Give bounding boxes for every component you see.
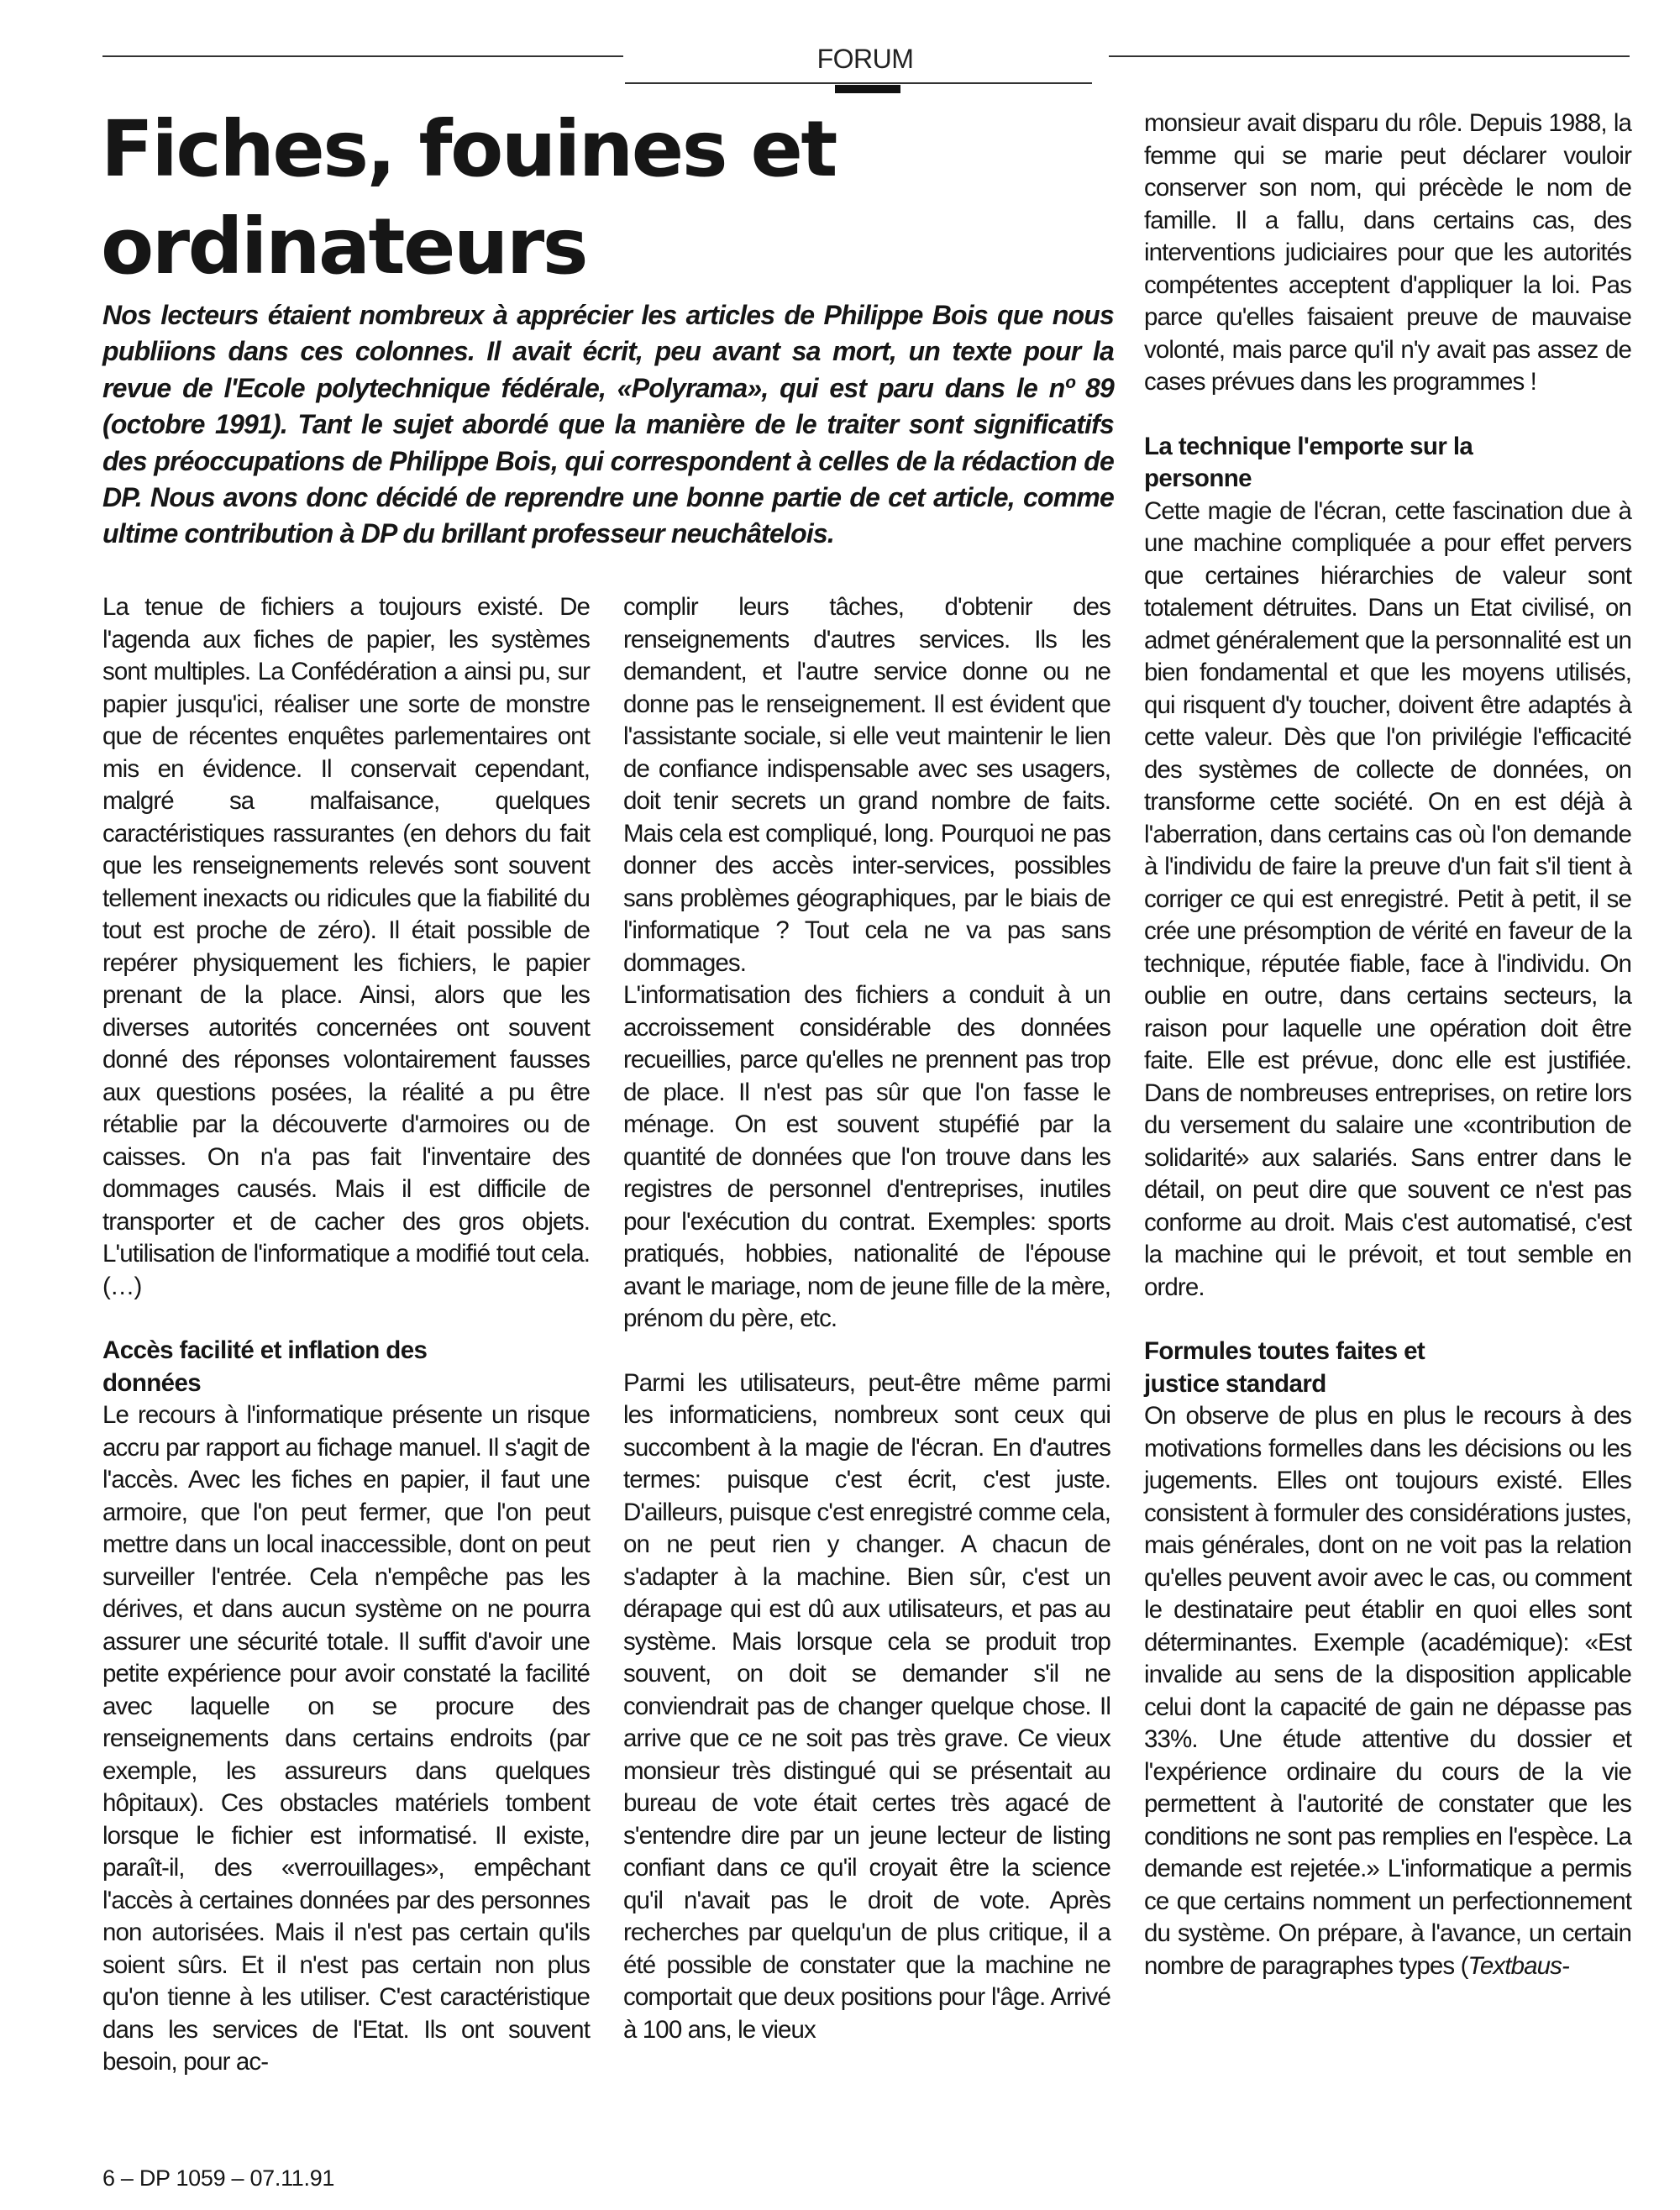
header-rule-right <box>1109 55 1630 57</box>
page-footer: 6 – DP 1059 – 07.11.91 <box>102 2165 335 2191</box>
header-rule-center <box>625 82 1092 84</box>
article-lede: Nos lecteurs étaient nombreux à apprécier les articles de Philippe Bois que nous publiions dans ces colonnes. Il avait écrit, peu avant sa mort, un texte pour la revue de l'Ecole polytechnique fédérale, «Polyrama», qui est paru dans le nº 89 (octobre 1991). Tant le sujet abordé que la manière de le traiter sont significatifs des préoccupations de Philippe Bois, qui correspondent à celles de la rédaction de DP. Nous avons donc décidé de reprendre une bonne partie de cet article, comme ultime contribution à DP du brillant professeur neuchâtelois. <box>102 300 1114 549</box>
header-rule-left <box>102 55 623 57</box>
paragraph <box>1144 1400 1631 1982</box>
subheading: Accès facilité et inflation des données <box>102 1336 428 1397</box>
paragraph: La tenue de fichiers a toujours existé. De l'agenda aux fiches de papier, les systèmes sont multiples. La Confédération a ainsi pu, sur papier jusqu'ici, réaliser une sorte de monstre que de récentes enquêtes parlementaires ont mis en évidence. Il conservait cependant, malgré sa malfaisance, quelques caractéristiques rassurantes (en dehors du fait que les renseignements relevés sont souvent tellement inexacts ou ridicules que la fiabilité du tout est proche de zéro). Il était possible de repérer physiquement les fichiers, le papier prenant de la place. Ainsi, alors que les diverses autorités concernées ont souvent donné des réponses volontairement fausses aux questions posées, la réalité a pu être rétablie par la découverte d'armoires ou de caisses. On n'a pas fait l'inventaire des dommages causés. Mais il est difficile de transporter et de cacher des gros objets. L'utilisation de l'informatique a modifié tout cela. (…) <box>102 593 590 1300</box>
section-label: FORUM <box>816 44 914 74</box>
paragraph: monsieur avait disparu du rôle. Depuis 1988, la femme qui se marie peut déclarer vouloir conserver son nom, qui précède le nom de famille. Il a fallu, dans certains cas, des interventions judiciaires pour que les autorités compétentes acceptent d'appliquer la loi. Pas parce qu'elles faisaient preuve de mauvaise volonté, mais parce qu'il n'y avait pas assez de cases prévues dans les programmes ! <box>1144 109 1631 396</box>
paragraph: Parmi les utilisateurs, peut-être même parmi les informaticiens, nombreux sont ceux qui succombent à la magie de l'écran. En d'autres termes: puisque c'est écrit, c'est juste. D'ailleurs, puisque c'est enregistré comme cela, on ne peut rien y changer. A chacun de s'adapter à la machine. Bien sûr, c'est un dérapage qui est dû aux utilisateurs, et pas au système. Mais lorsque cela se produit trop souvent, on doit se demander s'il ne conviendrait pas de changer quelque chose. Il arrive que ce ne soit pas très grave. Ce vieux monsieur très distingué qui se présentait au bureau de vote était certes très agacé de s'entendre dire par un jeune lecteur de listing confiant dans ce qu'il croyait être la science qu'il n'avait pas le droit de vote. Après recherches par quelqu'un de plus critique, il a été possible de constater que la machine ne comportait que deux positions pour l'âge. Arrivé à 100 ans, le vieux <box>623 1368 1110 2044</box>
paragraph: Le recours à l'informatique présente un risque accru par rapport au fichage manuel. Il s'agit de l'accès. Avec les fiches en papier, il faut une armoire, que l'on peut fermer, que l'on peut mettre dans un local inaccessible, dont on peut surveiller l'entrée. Cela n'empêche pas les dérives, et dans aucun système on ne pourra assurer une sécurité totale. Il suffit d'avoir une petite expérience pour avoir constaté la facilité avec laquelle on se procure des renseignements dans certains endroits (par exemple, les assureurs dans quelques hôpitaux). Ces obstacles matériels tombent lorsque le fichier est informatisé. Il existe, paraît-il, des «verrouillages», empêchant l'accès à certaines données par des personnes non autorisées. Mais il n'est pas certain qu'ils soient sûrs. Et il n'est pas certain non plus qu'on tienne à les utiliser. C'est caractéristique dans les services de l'Etat. Ils ont souvent besoin, pour ac- <box>102 1401 590 2076</box>
paragraph: L'informatisation des fichiers a conduit à un accroissement considérable des données recueillies, parce qu'elles ne prennent pas trop de place. Il n'est pas sûr que l'on fasse le ménage. On est souvent stupéfié par la quantité de données que l'on trouve dans les registres de personnel d'entreprises, inutiles pour l'exécution du contrat. Exemples: sports pratiqués, hobbies, nationalité de l'épouse avant le mariage, nom de jeune fille de la mère, prénom du père, etc. <box>623 981 1110 1332</box>
article-column-1 <box>102 591 590 2079</box>
paragraph: complir leurs tâches, d'obtenir des renseignements d'autres services. Ils les demandent, et l'autre service donne ou ne donne pas le renseignement. Il est évident que l'assistante sociale, si elle veut maintenir le lien de confiance indispensable avec ses usagers, doit tenir secrets un grand nombre de faits. Mais cela est compliqué, long. Pourquoi ne pas donner des accès inter-services, possibles sans problèmes géographiques, par le biais de l'informatique ? Tout cela ne va pas sans dommages. <box>623 593 1110 977</box>
subheading: La technique l'emporte sur la personne <box>1144 432 1473 492</box>
section-label-bar <box>835 85 900 93</box>
paragraph-text: On observe de plus en plus le recours à des motivations formelles dans les décisions ou les jugements. Elles ont toujours existé. Elles consistent à formuler des considérations justes, mais générales, dont on ne voit pas la relation qu'elles peuvent avoir avec le cas, ou comment le destinataire peut établir en quoi elles sont déterminantes. Exemple (académique): «Est invalide au sens de la disposition applicable celui dont la capacité de gain ne dépasse pas 33%. Une étude attentive du dossier et l'expérience ordinaire du cours de la vie permettent à l'autorité de constater que les conditions ne sont pas remplies en l'espèce. La demande est rejetée.» L'informatique a permis ce que certains nomment un perfectionnement du système. On prépare, à l'avance, un certain nombre de paragraphes types ( <box>1144 1402 1631 1980</box>
article-column-3 <box>1144 108 1631 1982</box>
italic-term: Textbaus- <box>1467 1951 1569 1980</box>
subheading: Formules toutes faites et justice standard <box>1144 1337 1425 1398</box>
article-column-2 <box>623 591 1110 2046</box>
paragraph: Cette magie de l'écran, cette fascination due à une machine compliquée a pour effet pervers que certaines hiérarchies de valeur sont totalement détruites. Dans un Etat civilisé, on admet généralement que la personnalité est un bien fondamental et que les moyens utilisés, qui risquent d'y toucher, doivent être adaptés à cette valeur. Dès que l'on privilégie l'efficacité des systèmes de collecte de données, on transforme cette société. On en est déjà à l'aberration, dans certains cas où l'on demande à l'individu de faire la preuve d'un fait s'il tient à corriger ce qui est enregistré. Petit à petit, il se crée une présomption de vérité en faveur de la technique, réputée fiable, face à l'individu. On oublie en outre, dans certains secteurs, la raison pour laquelle une opération doit être faite. Elle est prévue, donc elle est justifiée. Dans de nombreuses entreprises, on retire lors du versement du salaire une «contribution de solidarité» aux salariés. Sans entrer dans le détail, on peut dire que souvent ce n'est pas conforme au droit. Mais c'est automatisé, c'est la machine qui le prévoit, et tout semble en ordre. <box>1144 496 1631 1301</box>
article-title: Fiches, fouines et ordinateurs <box>101 104 836 291</box>
